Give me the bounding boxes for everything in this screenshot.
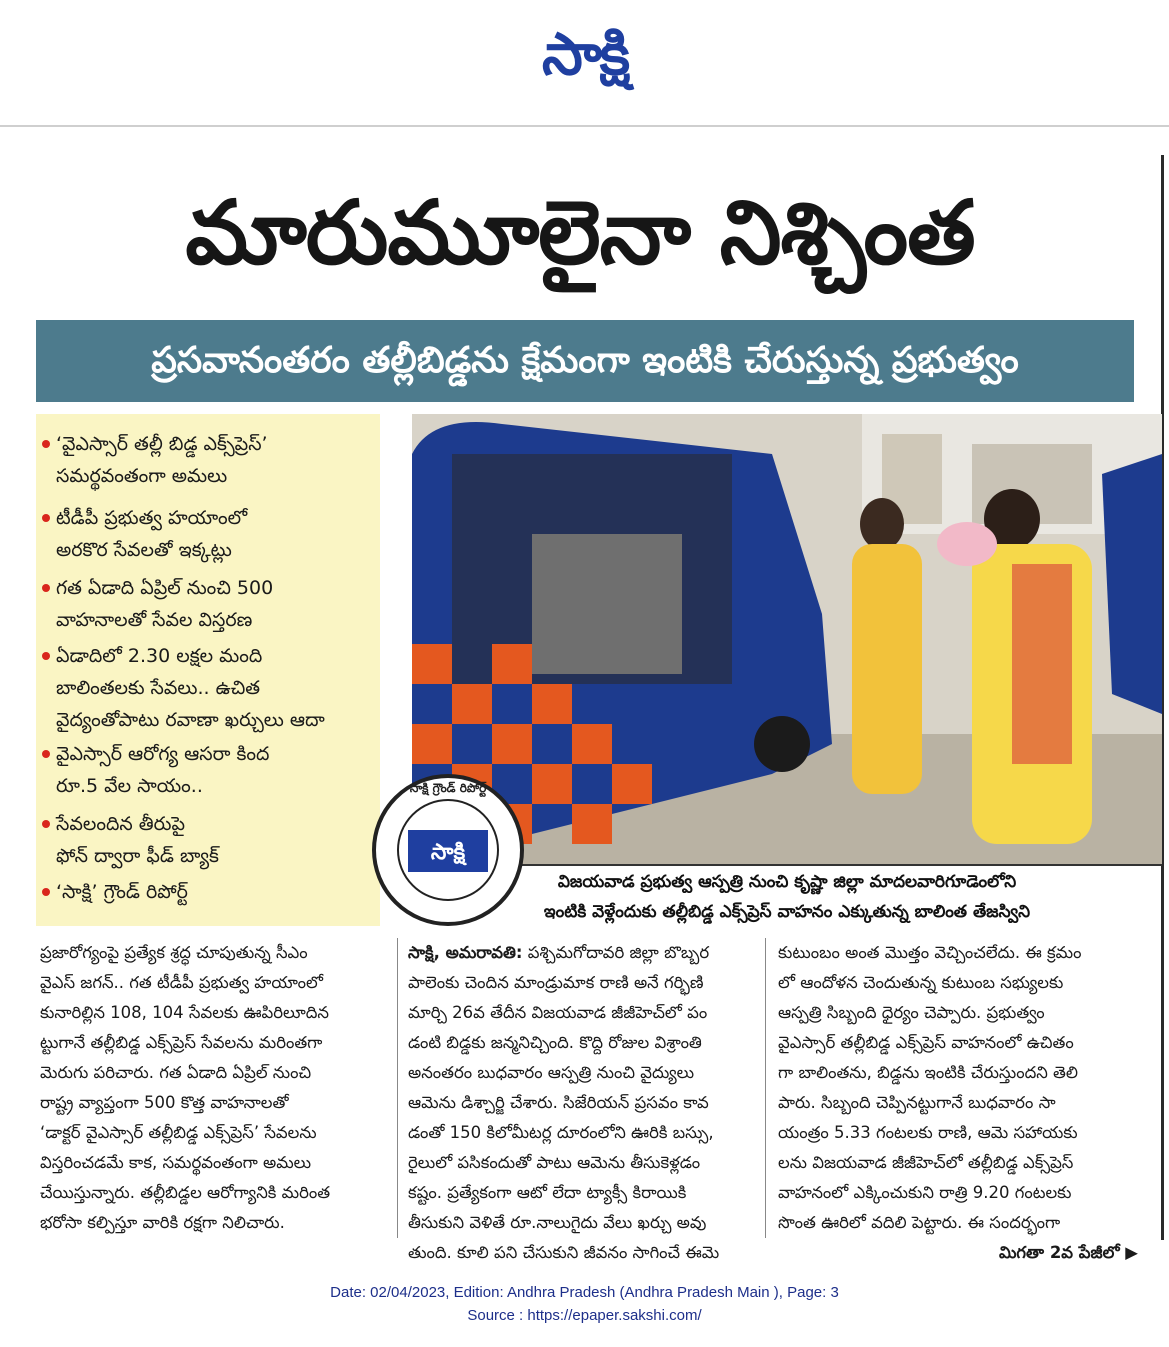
highlights-box [36,414,380,926]
bullet-icon [42,514,50,522]
stamp-center-text: సాక్షి [430,840,466,865]
photo-caption-line: విజయవాడ ప్రభుత్వ ఆస్పత్రి నుంచి కృష్ణా జిల్లా మాదలవారిగూడెంలోని [557,872,1017,892]
bullet-icon [42,888,50,896]
article-column-1: ప్రజారోగ్యంపై ప్రత్యేక శ్రద్ధ చూపుతున్న సీఎం వైఎస్ జగన్.. గత టీడీపీ ప్రభుత్వ హయాంలో కునారిల్లిన 108, 104 సేవలకు ఊపిరిలూదిన ట్టుగానే తల్లీబిడ్డ ఎక్స్‌ప్రెస్ సేవలను మరింతగా మెరుగు పరిచారు. గత ఏడాది ఏప్రిల్ నుంచి రాష్ట్ర వ్యాప్తంగా 500 కొత్త వాహనాలతో ‘డాక్టర్ వైఎస్సార్ తల్లీబిడ్డ ఎక్స్‌ప్రెస్’ సేవలను విస్తరించడమే కాక, సమర్థవంతంగా అమలు చేయిస్తున్నారు. తల్లీబిడ్డల ఆరోగ్యానికి మరింత భరోసా కల్పిస్తూ వారికి రక్షగా నిలిచారు. [40,943,331,1232]
article-column-2: సాక్షి, అమరావతి: పశ్చిమగోదావరి జిల్లా బొబ్బర పాలెంకు చెందిన మాండ్రుమాక రాణి అనే గర్భిణి మార్చి 26వ తేదీన విజయవాడ జీజీహెచ్‌లో పం డంటి బిడ్డకు జన్మనిచ్చింది. కొద్ది రోజుల విశ్రాంతి అనంతరం బుధవారం ఆస్పత్రి నుంచి వైద్యులు ఆమెను డిశ్చార్జి చేశారు. సిజేరియన్ ప్రసవం కావ డంతో 150 కిలోమీటర్ల దూరంలోని ఊరికి బస్సు, రైలులో పసికందుతో పాటు ఆమెను తీసుకెళ్లడం కష్టం. ప్రత్యేకంగా ఆటో లేదా ట్యాక్సీ కిరాయికి తీసుకుని వెళితే రూ.నాలుగైదు వేలు ఖర్చు అవు తుంది. కూలి పని చేసుకుని జీవనం సాగించే ఈమె [408,938,758,1268]
headline: మారుమూలైనా నిశ్చింత [185,181,975,284]
bullet-icon [42,750,50,758]
bullet-icon [42,584,50,592]
highlight-item: టీడీపీ ప్రభుత్వ హయాంలో అరకొర సేవలతో ఇక్కట్లు [56,502,376,566]
column-divider [397,938,398,1238]
photo-caption-line: ఇంటికి వెళ్లేందుకు తల్లీబిడ్డ ఎక్స్‌ప్రెస్ వాహనం ఎక్కుతున్న బాలింత తేజస్విని [543,902,1031,922]
column-divider [765,938,766,1238]
bullet-icon [42,652,50,660]
highlight-item: సేవలందిన తీరుపై ఫోన్ ద్వారా ఫీడ్ బ్యాక్ [56,808,376,872]
bullet-icon [42,440,50,448]
footer-edition-info: Date: 02/04/2023, Edition: Andhra Pradesh (Andhra Pradesh Main ), Page: 3 [330,1284,839,1301]
highlight-item: వైఎస్సార్ ఆరోగ్య ఆసరా కింద రూ.5 వేల సాయం.. [56,738,376,802]
highlight-item: ఏడాదిలో 2.30 లక్షల మంది బాలింతలకు సేవలు.. ఉచిత వైద్యంతోపాటు రవాణా ఖర్చులు ఆదా [56,640,376,736]
article-column-3: కుటుంబం అంత మొత్తం వెచ్చించలేదు. ఈ క్రమం లో ఆందోళన చెందుతున్న కుటుంబ సభ్యులకు ఆస్పత్రి సిబ్బంది ధైర్యం చెప్పారు. ప్రభుత్వం వైఎస్సార్ తల్లీబిడ్డ ఎక్స్‌ప్రెస్ వాహనంలో ఉచితం గా బాలింతను, బిడ్డను ఇంటికి చేరుస్తుందని తెలి పారు. సిబ్బంది చెప్పినట్టుగానే బుధవారం సా యంత్రం 5.33 గంటలకు రాణి, ఆమె సహాయకు లను విజయవాడ జీజీహెచ్‌లో తల్లీబిడ్డ ఎక్స్‌ప్రెస్ వాహనంలో ఎక్కించుకుని రాత్రి 9.20 గంటలకు సొంత ఊరిలో వదిలి పెట్టారు. ఈ సందర్భంగా మిగతా 2వ పేజీలో ▶ [778,938,1138,1268]
ground-report-stamp [368,770,528,930]
sakshi-logo: సాక్షి [541,20,629,88]
footer-source-link[interactable]: Source : https://epaper.sakshi.com/ [467,1307,702,1324]
dateline: సాక్షి, అమరావతి: [408,943,523,962]
highlight-item: గత ఏడాది ఏప్రిల్ నుంచి 500 వాహనాలతో సేవల విస్తరణ [56,572,376,636]
subheadline: ప్రసవానంతరం తల్లీబిడ్డను క్షేమంగా ఇంటికి చేరుస్తున్న ప్రభుత్వం [151,340,1019,381]
stamp-ring-text: సాక్షి గ్రౌండ్ రిపోర్ట్ [409,781,487,795]
dateline-line: సాక్షి, అమరావతి: పశ్చిమగోదావరి జిల్లా బొబ్బర [408,943,710,962]
bullet-icon [42,820,50,828]
highlight-item: ‘సాక్షి’ గ్రౌండ్ రిపోర్ట్ [56,876,376,908]
masthead-rule [0,125,1169,127]
highlight-item: ‘వైఎస్సార్ తల్లీ బిడ్డ ఎక్స్‌ప్రెస్’ సమర్థవంతంగా అమలు [56,428,376,492]
continued-on-page-2: మిగతా 2వ పేజీలో ▶ [998,1243,1138,1262]
